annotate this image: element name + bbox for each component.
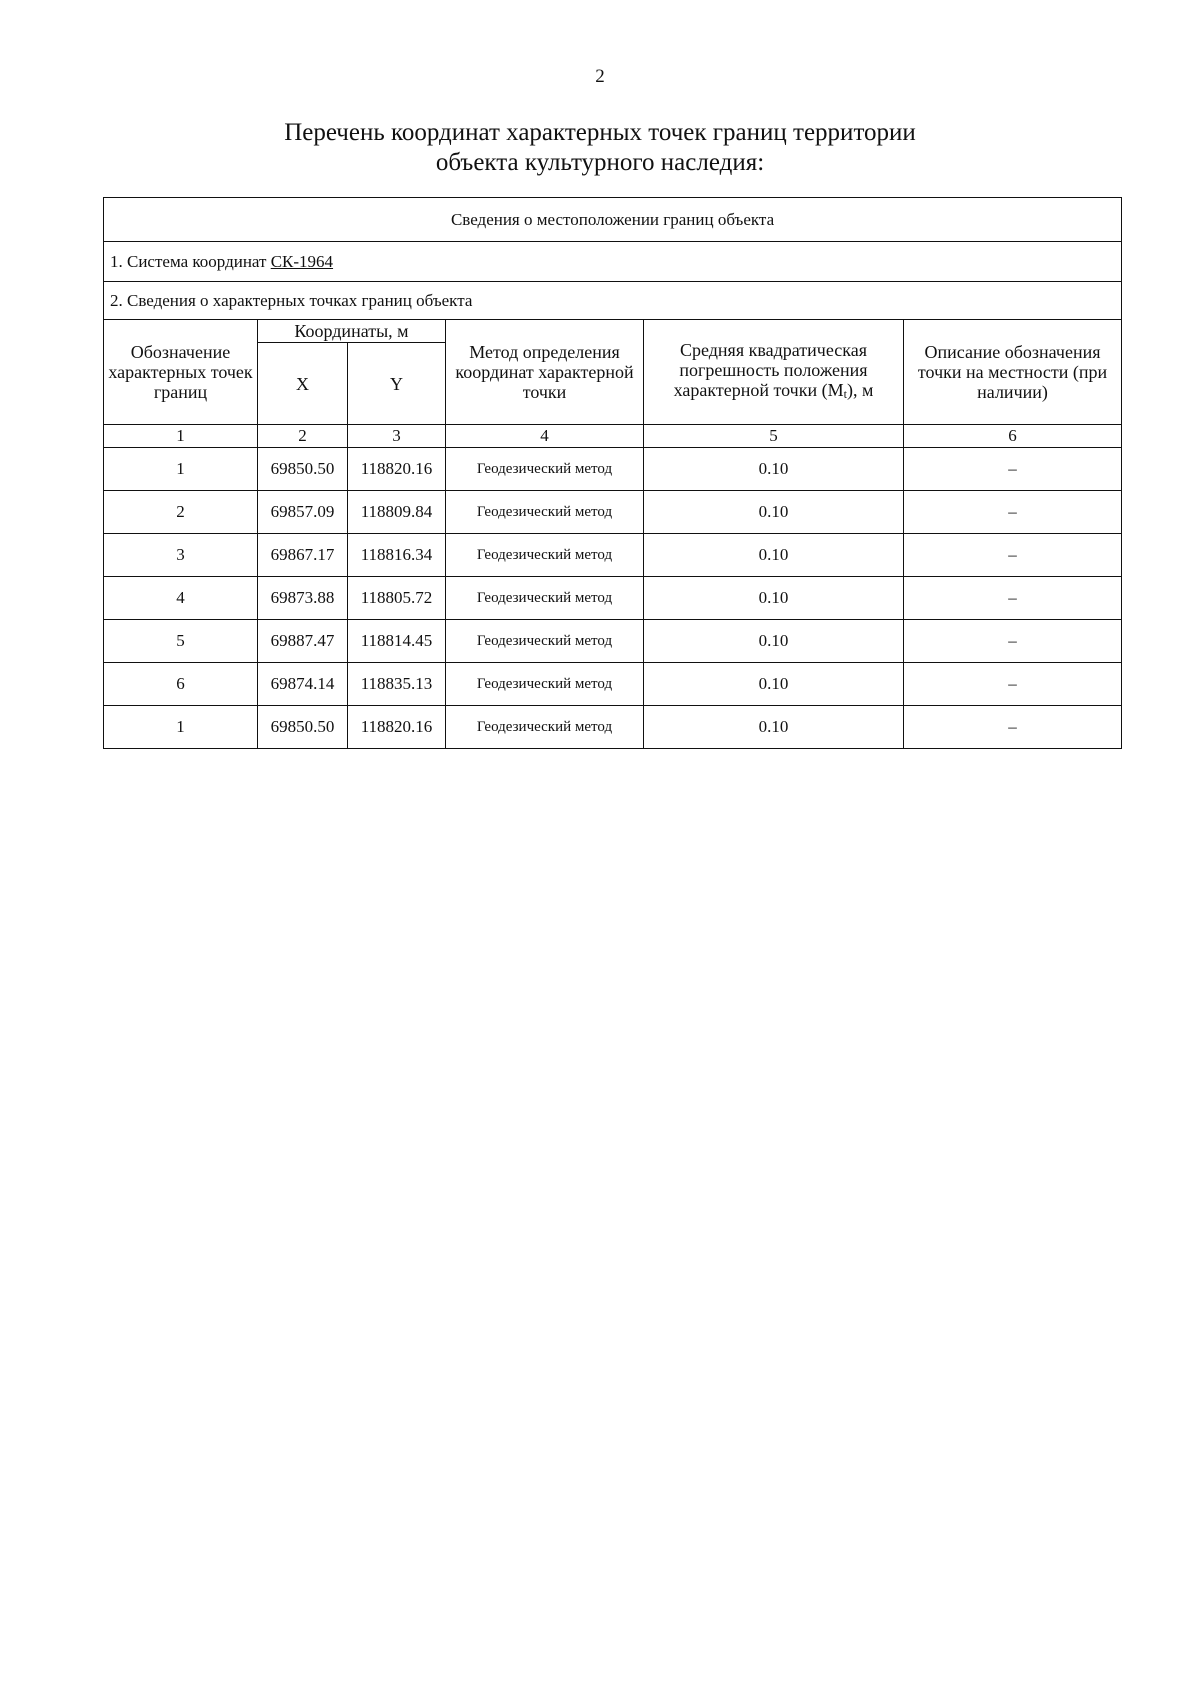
description: –	[904, 448, 1122, 491]
accuracy: 0.10	[644, 620, 904, 663]
description: –	[904, 491, 1122, 534]
column-number: 2	[258, 425, 348, 448]
coord-x: 69850.50	[258, 448, 348, 491]
table-row	[104, 448, 1122, 491]
coord-y: 118805.72	[348, 577, 446, 620]
coord-y: 118835.13	[348, 663, 446, 706]
description: –	[904, 577, 1122, 620]
accuracy: 0.10	[644, 706, 904, 749]
table-row	[104, 620, 1122, 663]
column-numbers-row	[104, 425, 1122, 448]
coordinate-system-label: 1. Система координат	[110, 251, 271, 271]
description: –	[904, 706, 1122, 749]
header-point: Обозначение характерных точек границ	[104, 320, 258, 425]
document-title-line-2: объекта культурного наследия:	[435, 149, 765, 176]
coordinate-system-name: СК-1964	[270, 251, 334, 271]
table-row	[104, 491, 1122, 534]
table-row	[104, 577, 1122, 620]
accuracy: 0.10	[644, 491, 904, 534]
accuracy: 0.10	[644, 534, 904, 577]
section-title: Сведения о местоположении границ объекта	[104, 198, 1122, 242]
coordinates-table	[103, 197, 1122, 749]
coord-x: 69850.50	[258, 706, 348, 749]
column-number: 6	[904, 425, 1122, 448]
coord-x: 69874.14	[258, 663, 348, 706]
header-x: X	[258, 343, 348, 425]
method: Геодезический метод	[446, 534, 644, 577]
accuracy: 0.10	[644, 663, 904, 706]
coord-x: 69873.88	[258, 577, 348, 620]
coord-y: 118820.16	[348, 448, 446, 491]
coord-x: 69857.09	[258, 491, 348, 534]
header-method: Метод определения координат характерной точки	[446, 320, 644, 425]
point-id: 5	[104, 620, 258, 663]
header-row-1	[104, 320, 1122, 343]
point-id: 4	[104, 577, 258, 620]
method: Геодезический метод	[446, 620, 644, 663]
coord-y: 118814.45	[348, 620, 446, 663]
method: Геодезический метод	[446, 706, 644, 749]
header-coordinates: Координаты, м	[258, 320, 446, 343]
header-accuracy	[644, 320, 904, 425]
table-row	[104, 534, 1122, 577]
description: –	[904, 620, 1122, 663]
coord-x: 69867.17	[258, 534, 348, 577]
column-number: 5	[644, 425, 904, 448]
points-info-row	[104, 282, 1122, 320]
document-title	[0, 118, 1200, 178]
column-number: 1	[104, 425, 258, 448]
method: Геодезический метод	[446, 491, 644, 534]
points-info: 2. Сведения о характерных точках границ объекта	[104, 282, 1122, 320]
point-id: 3	[104, 534, 258, 577]
description: –	[904, 534, 1122, 577]
header-accuracy-suffix: ), м	[846, 380, 874, 400]
page-number: 2	[595, 66, 605, 87]
table-row	[104, 663, 1122, 706]
coord-x: 69887.47	[258, 620, 348, 663]
column-number: 3	[348, 425, 446, 448]
method: Геодезический метод	[446, 577, 644, 620]
header-y: Y	[348, 343, 446, 425]
method: Геодезический метод	[446, 448, 644, 491]
point-id: 6	[104, 663, 258, 706]
point-id: 2	[104, 491, 258, 534]
header-accuracy-prefix: Средняя квадратическая погрешность положения характерной точки (M	[673, 340, 868, 400]
coord-y: 118809.84	[348, 491, 446, 534]
point-id: 1	[104, 448, 258, 491]
header-description: Описание обозначения точки на местности (при наличии)	[904, 320, 1122, 425]
coordinate-system-cell	[104, 242, 1122, 282]
table-section-row	[104, 198, 1122, 242]
coord-y: 118820.16	[348, 706, 446, 749]
header-accuracy-subscript: t	[843, 387, 847, 401]
coordinate-system-row	[104, 242, 1122, 282]
method: Геодезический метод	[446, 663, 644, 706]
point-id: 1	[104, 706, 258, 749]
accuracy: 0.10	[644, 448, 904, 491]
description: –	[904, 663, 1122, 706]
column-number: 4	[446, 425, 644, 448]
table-row	[104, 706, 1122, 749]
coord-y: 118816.34	[348, 534, 446, 577]
document-title-line-1: Перечень координат характерных точек границ территории	[284, 119, 916, 146]
accuracy: 0.10	[644, 577, 904, 620]
